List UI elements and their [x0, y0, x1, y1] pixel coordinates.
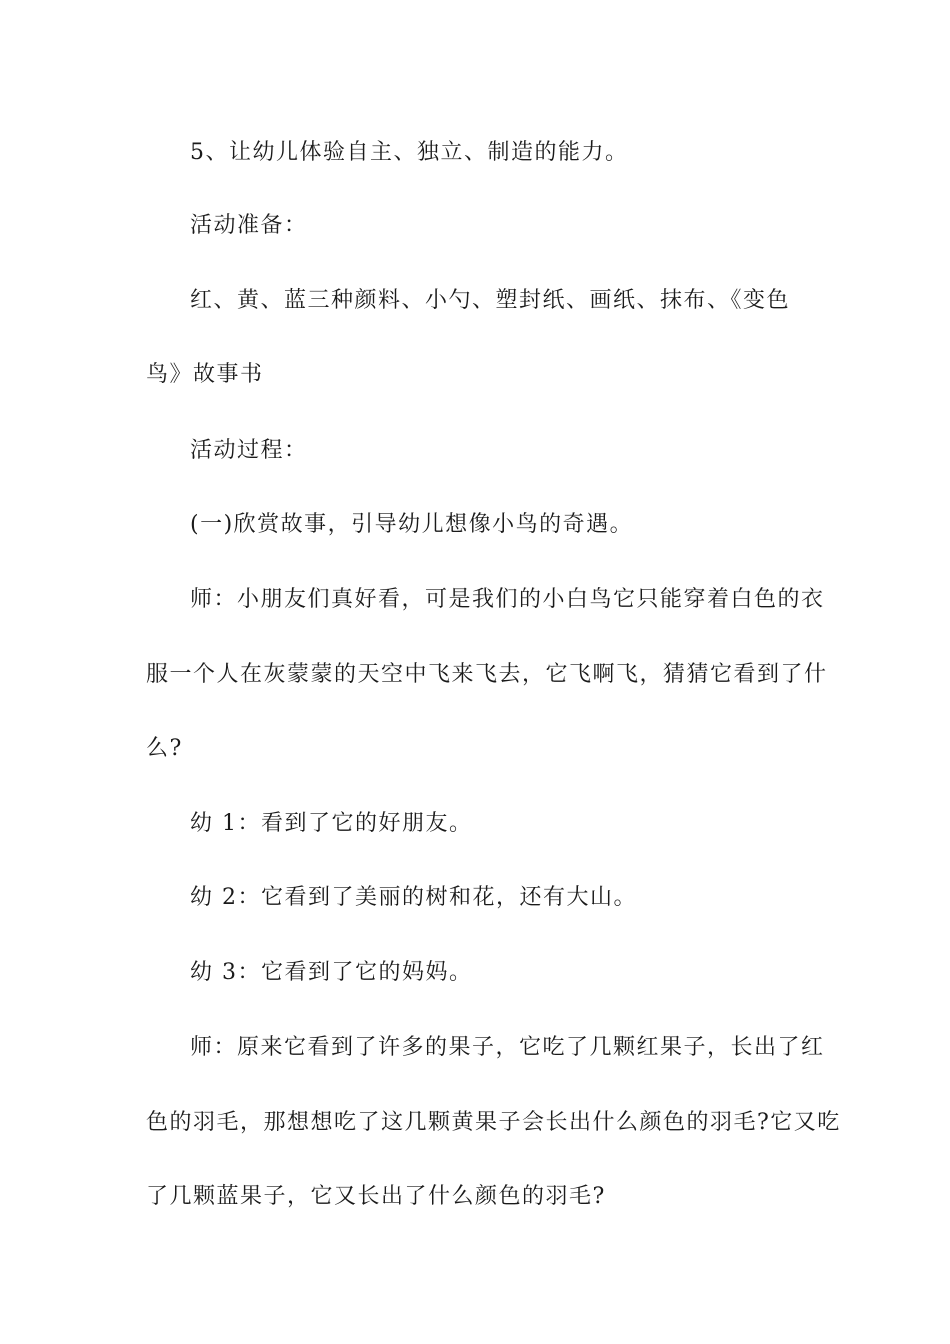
text-line-teacher-1c: 么? [146, 736, 183, 761]
text-line-teacher-1b: 服一个人在灰蒙蒙的天空中飞来飞去，它飞啊飞，猜猜它看到了什 [146, 662, 828, 687]
text-line-teacher-2a: 师：原来它看到了许多的果子，它吃了几颗红果子，长出了红 [190, 1035, 825, 1060]
text-line-materials-2: 鸟》故事书 [146, 362, 264, 387]
text-line-step-1: (一)欣赏故事，引导幼儿想像小鸟的奇遇。 [190, 512, 634, 537]
text-line-teacher-1a: 师：小朋友们真好看，可是我们的小白鸟它只能穿着白色的衣 [190, 587, 825, 612]
text-line-child-1: 幼 1：看到了它的好朋友。 [190, 811, 473, 836]
text-line-teacher-2c: 了几颗蓝果子，它又长出了什么颜色的羽毛? [146, 1184, 606, 1209]
text-line-goal-5: 5、让幼儿体验自主、独立、制造的能力。 [190, 140, 629, 165]
text-line-child-2: 幼 2：它看到了美丽的树和花，还有大山。 [190, 885, 637, 910]
text-line-teacher-2b: 色的羽毛，那想想吃了这几颗黄果子会长出什么颜色的羽毛?它又吃 [146, 1110, 841, 1135]
text-line-materials-1: 红、黄、蓝三种颜料、小勺、塑封纸、画纸、抹布、《变色 [190, 288, 791, 313]
text-line-process-heading: 活动过程： [190, 438, 308, 463]
text-line-child-3: 幼 3：它看到了它的妈妈。 [190, 960, 473, 985]
text-line-preparation-heading: 活动准备： [190, 213, 308, 238]
